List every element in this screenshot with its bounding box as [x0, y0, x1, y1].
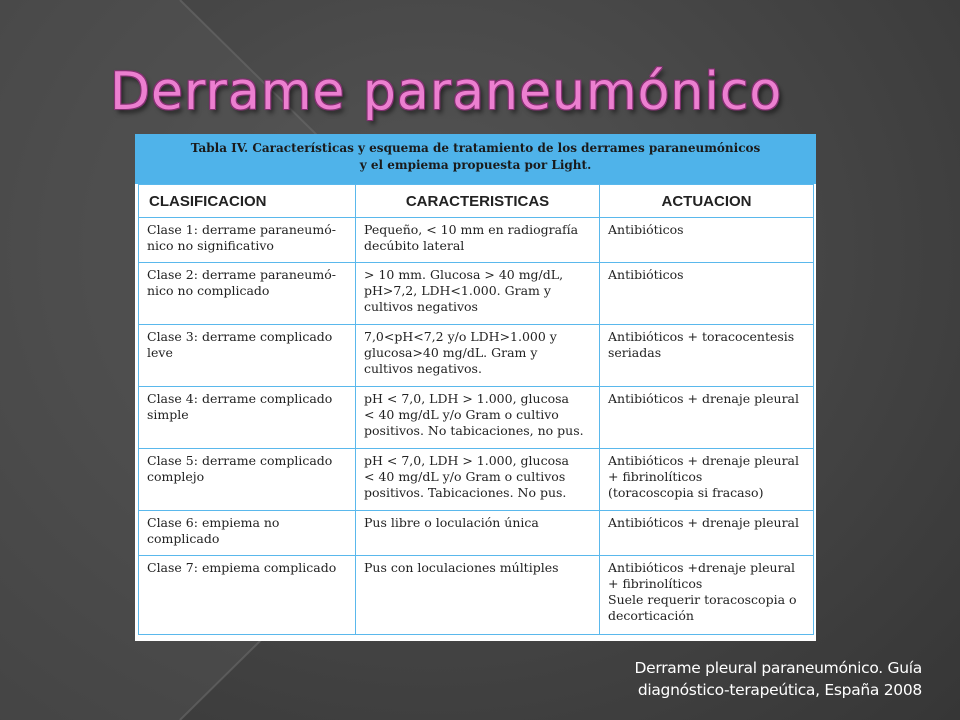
- cell-actuacion: Antibióticos + drenaje pleural + fibrinolíticos (toracoscopia si fracaso): [600, 449, 814, 511]
- slide-title: Derrame paraneumónico: [110, 62, 783, 122]
- cell-clasificacion: Clase 4: derrame complicado simple: [139, 387, 356, 449]
- source-line-1: Derrame pleural paraneumónico. Guía: [634, 659, 922, 677]
- classification-table: [138, 184, 814, 635]
- cell-caracteristicas: pH < 7,0, LDH > 1.000, glucosa < 40 mg/dL y/o Gram o cultivos positivos. Tabicaciones. No pus.: [356, 449, 600, 511]
- header-clasificacion: CLASIFICACION: [139, 185, 356, 218]
- cell-caracteristicas: 7,0<pH<7,2 y/o LDH>1.000 y glucosa>40 mg/dL. Gram y cultivos negativos.: [356, 325, 600, 387]
- table-row: [139, 218, 814, 263]
- header-caracteristicas: CARACTERISTICAS: [356, 185, 600, 218]
- source-line-2: diagnóstico-terapeútica, España 2008: [637, 681, 922, 699]
- cell-actuacion: Antibióticos: [600, 263, 814, 325]
- table-caption: [135, 134, 816, 184]
- cell-actuacion: Antibióticos + drenaje pleural: [600, 387, 814, 449]
- cell-actuacion: Antibióticos: [600, 218, 814, 263]
- table-figure: [135, 134, 816, 641]
- cell-actuacion: Antibióticos +drenaje pleural + fibrinolíticos Suele requerir toracoscopia o decorticación: [600, 556, 814, 635]
- cell-actuacion: Antibióticos + toracocentesis seriadas: [600, 325, 814, 387]
- table-row: [139, 325, 814, 387]
- cell-clasificacion: Clase 6: empiema no complicado: [139, 511, 356, 556]
- cell-clasificacion: Clase 7: empiema complicado: [139, 556, 356, 635]
- cell-actuacion: Antibióticos + drenaje pleural: [600, 511, 814, 556]
- header-actuacion: ACTUACION: [600, 185, 814, 218]
- cell-caracteristicas: Pequeño, < 10 mm en radiografía decúbito lateral: [356, 218, 600, 263]
- table-row: [139, 263, 814, 325]
- cell-caracteristicas: Pus libre o loculación única: [356, 511, 600, 556]
- cell-clasificacion: Clase 1: derrame paraneumó- nico no significativo: [139, 218, 356, 263]
- table-row: [139, 449, 814, 511]
- cell-clasificacion: Clase 3: derrame complicado leve: [139, 325, 356, 387]
- source-citation: [635, 657, 922, 701]
- table-caption-line-2: y el empiema propuesta por Light.: [359, 158, 592, 172]
- cell-caracteristicas: > 10 mm. Glucosa > 40 mg/dL, pH>7,2, LDH<1.000. Gram y cultivos negativos: [356, 263, 600, 325]
- cell-clasificacion: Clase 2: derrame paraneumó- nico no complicado: [139, 263, 356, 325]
- cell-caracteristicas: pH < 7,0, LDH > 1.000, glucosa < 40 mg/dL y/o Gram o cultivo positivos. No tabicaciones, no pus.: [356, 387, 600, 449]
- cell-caracteristicas: Pus con loculaciones múltiples: [356, 556, 600, 635]
- table-row: [139, 556, 814, 635]
- table-caption-line-1: Tabla IV. Características y esquema de tratamiento de los derrames paraneumónicos: [190, 141, 761, 155]
- table-row: [139, 387, 814, 449]
- table-header-row: [139, 185, 814, 218]
- table-row: [139, 511, 814, 556]
- cell-clasificacion: Clase 5: derrame complicado complejo: [139, 449, 356, 511]
